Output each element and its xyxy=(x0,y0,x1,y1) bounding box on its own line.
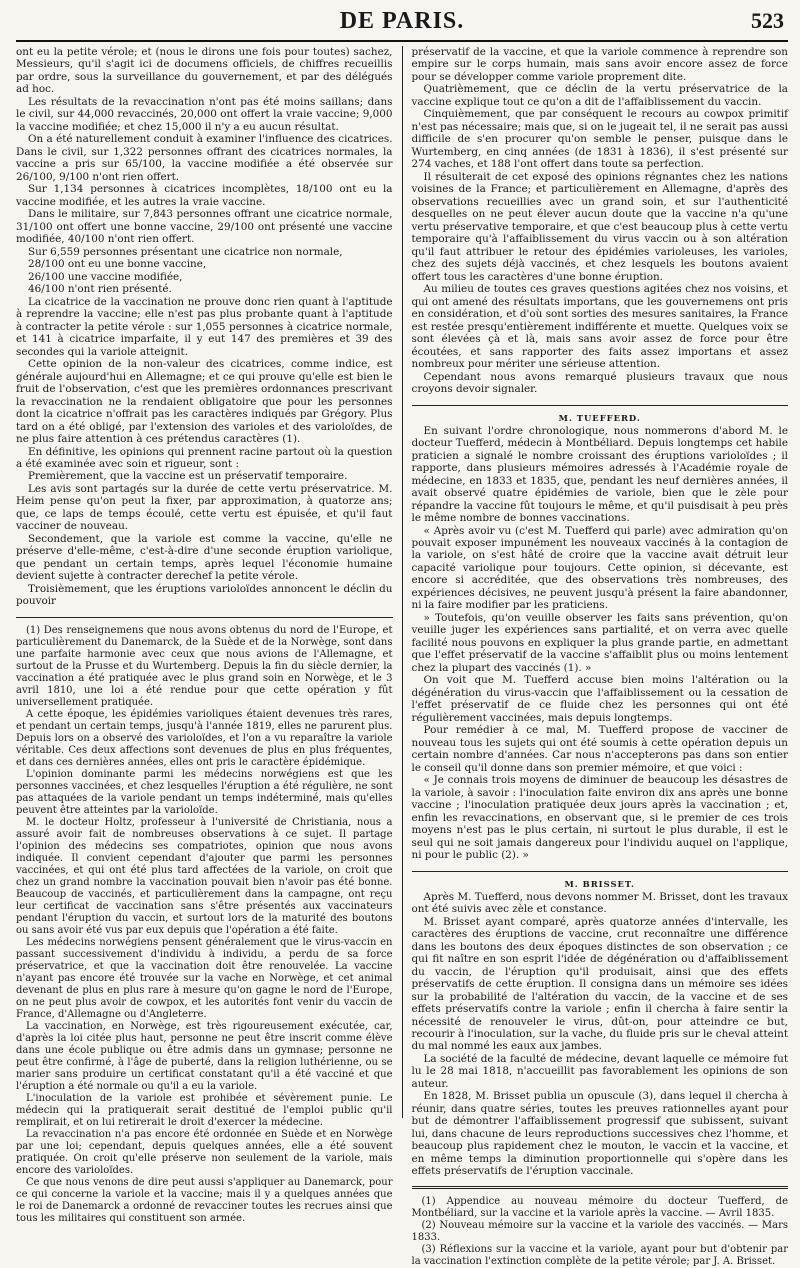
running-head: DE PARIS. xyxy=(339,8,465,34)
footnote-divider xyxy=(412,1186,789,1189)
footnote-paragraph: A cette époque, les épidémies varioliques étaient devenues très rares, et pendant un certain temps, jusqu'à l'année 1819, elles ne parurent plus. Depuis lors on a observé des varioloïdes, et l'on a vu reparaître la variole véritable. Ces deux affections sont devenues de plus en plus fréquentes, et dans ces dernières années, elles ont pris le caractère épidémique. xyxy=(16,708,393,768)
footnote-paragraph: La revaccination n'a pas encore été ordonnée en Suède et en Norwège par une loi; cependant, depuis quelques années, elle a été souvent pratiquée. On croit qu'elle préserve non seulement de la variole, mais encore des varioloïdes. xyxy=(16,1128,393,1176)
list-item: 28/100 ont eu une bonne vaccine, xyxy=(28,258,207,271)
footnote-paragraph: (1) Des renseignemens que nous avons obtenus du nord de l'Europe, et particulièrement du Danemarck, de la Suède et de la Norwège, sont dans une parfaite harmonie avec ceux que nous avions de l'Allemagne, et surtout de la Prusse et du Wurtemberg. Depuis la fin du siècle dernier, la vaccination a été pratiquée avec le plus grand soin en Norwège, et le 3 avril 1810, une loi a été rendue pour que cette opération y fût universellement pratiquée. xyxy=(16,624,393,708)
paragraph: Troisièmement, que les éruptions varioloïdes annoncent le déclin du pouvoir xyxy=(16,582,393,608)
footnote-paragraph: La vaccination, en Norwège, est très rigoureusement exécutée, car, d'après la loi citée plus haut, personne ne peut être inscrit comme élève dans une école publique ou être admis dans un gymnase; personne ne peut être confirmé, à l'âge de puberté, dans la religion luthérienne, ou se marier sans produire un certificat constatant qu'il a été vacciné et que l'éruption a été normale ou qu'il a eu la variole. xyxy=(16,1020,393,1092)
paragraph: En suivant l'ordre chronologique, nous nommerons d'abord M. le docteur Tuefferd, médecin à Montbéliard. Depuis longtemps cet habile praticien a signalé le nombre croissant des éruptions varioloïdes ; il rapporte, dans plusieurs mémoires adressés à l'Académie royale de médecine, en 1833 et 1835, que, pendant les neuf dernières années, il avait observé quatre épidémies de variole, bien que le zèle pour répandre la vaccine fût toujours le même, et qu'il puisdisait à peu près le même nombre de bonnes vaccinations. xyxy=(411,424,788,525)
paragraph: Il résulterait de cet exposé des opinions régnantes chez les nations voisines de la France; et particulièrement en Allemagne, d'après des observations recueillies avec un grand soin, et sur l'authenticité desquelles on ne peut élever aucun doute que la vaccine n'a qu'une vertu préservative temporaire, et que c'est beaucoup plus à cette vertu temporaire qu'à l'affaiblissement du virus vaccin ou à son altération qu'il faut attribuer le retour des épidémies varioleuses, les varioles, chez des sujets déjà vaccinés, et chez lesquels les boutons avaient offert tous les caractères d'une bonne éruption. xyxy=(411,170,788,283)
footnote-paragraph: L'inoculation de la variole est prohibée et sévèrement punie. Le médecin qui la pratiquerait serait destitué de l'emploi public qu'il remplirait, et on lui retirerait le droit d'exercer la médecine. xyxy=(16,1092,393,1128)
footnote: (3) Réflexions sur la vaccine et la variole, ayant pour but d'obtenir par la vaccination l'extinction complète de la petite vérole; par J. A. Brisset. xyxy=(411,1243,788,1267)
page-number: 523 xyxy=(751,8,784,33)
paragraph: Sur 1,134 personnes à cicatrices incomplètes, 18/100 ont eu la vaccine modifiée, et les autres la vraie vaccine. xyxy=(16,183,393,208)
footnote-paragraph: L'opinion dominante parmi les médecins norwégiens est que les personnes vaccinées, et chez lesquelles l'éruption a été régulière, ne sont pas attaquées de la variole pendant un temps indéterminé, mais qu'elles peuvent être atteintes par la varioloïde. xyxy=(16,768,393,816)
footnote-paragraph: Ce que nous venons de dire peut aussi s'appliquer au Danemarck, pour ce qui concerne la variole et la vaccine; mais il y a quelques années que le roi de Danemarck a ordonné de revacciner toutes les recrues ainsi que tous les militaires qui constituent son armée. xyxy=(16,1176,393,1224)
footnote: (2) Nouveau mémoire sur la vaccine et la variole des vaccinés. — Mars 1833. xyxy=(411,1219,788,1243)
paragraph: Secondement, que la variole est comme la vaccine, qu'elle ne préserve d'elle-même, c'est-à-dire d'une seconde éruption variolique, que pendant un certain temps, après lequel l'économie humaine devient sujette à contracter derechef la petite vérole. xyxy=(16,532,393,583)
paragraph: Premièrement, que la vaccine est un préservatif temporaire. xyxy=(28,470,348,483)
footnote-paragraph: M. le docteur Holtz, professeur à l'université de Christiania, nous a assuré avoir fait de nombreuses observations à ce sujet. Il partage l'opinion des médecins ses compatriotes, opinion que nous avons indiquée. Il convient cependant d'ajouter que parmi les personnes vaccinées, et qui ont été plus tard affectées de la variole, on croit que chez un grand nombre la vaccination pouvait bien n'avoir pas été bonne. Beaucoup de vaccinés, et particulièrement dans la campagne, ont reçu leur certificat de vaccination sans s'être présentés aux vaccinateurs pendant l'éruption du vaccin, et surtout lors de la maturité des boutons ou sans avoir été vus par eux depuis que l'opération a été faite. xyxy=(16,816,393,936)
paragraph: Quatrièmement, que ce déclin de la vertu préservatrice de la vaccine explique tout ce qu'on a dit de l'affaiblissement du vaccin. xyxy=(411,83,788,108)
right-body-mid xyxy=(412,425,789,862)
paragraph: « Je connais trois moyens de diminuer de beaucoup les désastres de la variole, à savoir : l'inoculation faite environ dix ans après une bonne vaccine ; l'inoculation pratiquée deux jours après la vaccination ; et, enfin les revaccinations, en observant que, si le premier de ces trois moyens n'est pas le plus certain, ni surtout le plus durable, il est le seul qui ne soit jamais dangereux pour l'individu auquel on l'applique, ni pour le public (2). » xyxy=(411,774,788,862)
section-heading-tuefferd: M. TUEFFERD. xyxy=(558,412,641,423)
footnote: (1) Appendice au nouveau mémoire du docteur Tuefferd, de Montbéliard, sur la vaccine et la variole après la vaccine. — Avril 1835. xyxy=(411,1195,788,1219)
paragraph: Cependant nous avons remarqué plusieurs travaux que nous croyons devoir signaler. xyxy=(411,370,788,396)
masthead xyxy=(16,8,788,42)
paragraph: On voit que M. Tuefferd accuse bien moins l'altération ou la dégénération du virus-vaccin que l'affaiblissement ou la cessation de l'effet préservatif de ce fluide chez les personnes qui ont été régulièrement vaccinées, mais depuis longtemps. xyxy=(411,674,788,724)
right-column xyxy=(402,46,789,1267)
left-column xyxy=(16,46,402,1224)
paragraph: Les avis sont partagés sur la durée de cette vertu préservatrice. M. Heim pense qu'on peut la fixer, par approximation, à quatorze ans; que, ce laps de temps écoulé, cette vertu est épuisée, et qu'il faut vacciner de nouveau. xyxy=(16,482,393,533)
paragraph: Au milieu de toutes ces graves questions agitées chez nos voisins, et qui ont amené des résultats importans, que les gouvernemens ont pris en considération, et d'où sont sorties des mesures sanitaires, la France est restée presqu'entièrement indifférente et muette. Quelques voix se sont élevées çà et là, mais sans avoir assez de force pour être écoutées, et sans rapporter des faits assez importans et assez nombreux pour mériter une sérieuse attention. xyxy=(411,283,788,371)
paragraph: M. Brisset ayant comparé, après quatorze années d'intervalle, les caractères des éruptions de vaccine, crut reconnaître une différence dans les boutons des deux époques distinctes de son observation ; ce qui fit naître en son esprit l'idée de dégénération ou d'affaiblissement du vaccin, de l'éruption qu'il produisait, ainsi que des effets préservatifs de cette éruption. Il consigna dans un mémoire ses idées sur la probabilité de l'altération du vaccin, de la vaccine et de ses effets préservatifs contre la variole ; enfin il chercha à faire sentir la nécessité de renouveler le virus, dût-on, pour atteindre ce but, recourir à l'inoculation, sur la vache, du fluide pris sur le cheval atteint du mal nommé les eaux aux jambes. xyxy=(411,915,788,1053)
list-item: 46/100 n'ont rien présenté. xyxy=(28,283,172,296)
paragraph: La société de la faculté de médecine, devant laquelle ce mémoire fut lu le 28 mai 1818, n'accueillit pas favorablement les opinions de son auteur. xyxy=(411,1052,788,1090)
right-body-top xyxy=(412,46,789,396)
paragraph: En définitive, les opinions qui prennent racine partout où la question a été examinée avec soin et rigueur, sont : xyxy=(16,445,393,470)
paragraph: Cinquièmement, que par conséquent le recours au cowpox primitif n'est pas nécessaire; mais que, si on le jugeait tel, il ne serait pas aussi difficile de s'en procurer qu'on semble le penser, puisque dans le Wurtemberg, en cinq années (de 1831 à 1836), il s'est présenté sur 274 vaches, et 188 l'ont offert dans toute sa perfection. xyxy=(411,108,788,171)
paragraph: La cicatrice de la vaccination ne prouve donc rien quant à l'aptitude à reprendre la vaccine; elle n'est pas plus probante quant à l'aptitude à contracter la petite vérole : sur 1,055 personnes à cicatrice normale, et 141 à cicatrice imparfaite, il y eut 147 des premières et 39 des secondes qui la variole atteignit. xyxy=(16,295,393,358)
paragraph: Pour remédier à ce mal, M. Tuefferd propose de vacciner de nouveau tous les sujets qui ont été soumis à cette opération depuis un certain nombre d'années. Car nous n'accepterons pas dans son entier le conseil qu'il donne dans son premier mémoire, et que voici : xyxy=(411,724,788,774)
paragraph: « Après avoir vu (c'est M. Tuefferd qui parle) avec admiration qu'on pouvait exposer impunément les nouveaux vaccinés à la contagion de la variole, on s'est hâté de croire que la vaccine avait détruit leur capacité variolique pour toujours. Cette opinion, si décevante, est encore si accréditée, que des observations très nombreuses, des expériences décisives, ne peuvent jusqu'à présent la faire abandonner, ni la faire modifier par les praticiens. xyxy=(411,524,788,612)
footnote-paragraph: Les médecins norwégiens pensent généralement que le virus-vaccin en passant successivement d'individu à individu, a perdu de sa force préservatrice, et que la vaccination doit être renouvelée. La vaccine n'ayant pas encore été trouvée sur la vache en Norwège, et cet animal devenant de plus en plus rare à mesure qu'on gagne le nord de l'Europe, on ne peut plus avoir de cowpox, et les autorités font venir du vaccin de France, d'Allemagne ou d'Angleterre. xyxy=(16,936,393,1020)
paragraph: Après M. Tuefferd, nous devons nommer M. Brisset, dont les travaux ont été suivis avec zèle et constance. xyxy=(411,890,788,916)
section-divider xyxy=(412,871,789,872)
paragraph: Cette opinion de la non-valeur des cicatrices, comme indice, est générale aujourd'hui en Allemagne; et ce qui prouve qu'elle est bien le fruit de l'observation, c'est que les premières ordonnances prescrivant la revaccination ne la rendaient obligatoire que pour les personnes dont la cicatrice n'offrait pas les caractères indiqués par Grégory. Plus tard on a été obligé, par l'extension des varioles et des varioloïdes, de ne plus faire attention à ces prétendus caractères (1). xyxy=(16,358,393,446)
paragraph: Sur 6,559 personnes présentant une cicatrice non normale, xyxy=(28,245,343,258)
list-item: 26/100 une vaccine modifiée, xyxy=(28,270,183,283)
right-body-bottom xyxy=(412,891,789,1178)
section-divider xyxy=(412,405,789,406)
paragraph: préservatif de la vaccine, et que la variole commence à reprendre son empire sur le corps humain, mais sans avoir encore assez de force pour se développer comme variole proprement dite. xyxy=(411,46,788,83)
columns xyxy=(16,46,788,1267)
right-footnotes xyxy=(412,1196,789,1268)
left-footnote xyxy=(16,625,393,1225)
footnote-divider xyxy=(16,617,393,618)
left-body xyxy=(16,46,393,608)
paragraph: Dans le militaire, sur 7,843 personnes offrant une cicatrice normale, 31/100 ont offert une bonne vaccine, 29/100 ont présenté une vaccine modifiée, 40/100 n'ont rien offert. xyxy=(16,208,393,246)
paragraph: On a été naturellement conduit à examiner l'influence des cicatrices. Dans le civil, sur 1,322 personnes offrant des cicatrices normales, la vaccine a pris sur 65/100, la vaccine modifiée a été observée sur 26/100, 9/100 n'ont rien offert. xyxy=(16,133,393,183)
paragraph: Les résultats de la revaccination n'ont pas été moins saillans; dans le civil, sur 44,000 revaccinés, 20,000 ont offert la vraie vaccine; 9,000 la vaccine modifiée; et chez 15,000 il n'y a eu aucun résultat. xyxy=(16,95,393,133)
section-heading-brisset: M. BRISSET. xyxy=(564,878,635,889)
paragraph: ont eu la petite vérole; et (nous le dirons une fois pour toutes) sachez, Messieurs, qu'il s'agit ici de documens officiels, de chiffres recueillis par ordre, sous la surveillance du gouvernement, et par des délégués ad hoc. xyxy=(16,46,393,96)
paragraph: En 1828, M. Brisset publia un opuscule (3), dans lequel il chercha à réunir, dans quatre séries, toutes les preuves rationnelles ayant pour but de démontrer l'affaiblissement progressif que subissent, suivant lui, dans chacune de leurs reproductions successives chez l'homme, et beaucoup plus rapidement chez le mouton, le vaccin et la vaccine, et en même temps la diminution proportionnelle qui s'opère dans les effets préservatifs de l'éruption vaccinale. xyxy=(411,1090,788,1178)
paragraph: » Toutefois, qu'on veuille observer les faits sans prévention, qu'on veuille juger les expériences sans partialité, et on verra avec quelle facilité nous pouvons en expliquer la plus grande partie, en admettant que l'effet préservatif de la vaccine s'affaiblit plus ou moins lentement chez la plupart des vaccinés (1). » xyxy=(411,611,788,674)
